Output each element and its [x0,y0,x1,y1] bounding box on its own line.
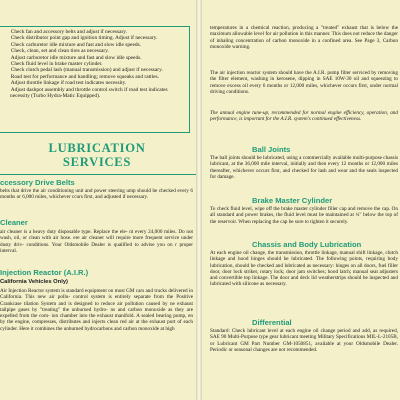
ball-joints-text: The ball joints should be lubricated, using a commercially available multi-purpose chassis lubricant, at the 36,000 mile interval, initially and then every 12 months or 12,000 miles thereafter, whichever occurs first, and checked for lash and wear and the seals inspected for damage. [210,155,398,180]
air-cleaner-text: air cleaner is a heavy duty disposable type. Replace the ele- nt every 24,000 miles. Do not wash, oil, or clean with air hose. ere air cleaner will require more frequent service under dusty driv- conditions. Your Oldsmobile Dealer is qualified to advise you on r proper interval. [0,229,193,254]
checklist-item: — Road test for performance and handling; remove squeaks and rattles. [4,74,185,80]
section-divider [0,174,196,175]
brake-master-cylinder-heading: Brake Master Cylinder [252,196,333,205]
chassis-body-lubrication-text: At each engine oil change, the transmission, throttle linkage, manual shift linkage, clutch linkage and hood hinges should be lubricated. The following points, requiring body lubrication, should be checked and lubricated as necessary: hinges on all doors, fuel filler door, door lock striker, rotary lock; door jam switches; hood latch; manual seat adjusters and convertible top linkage. The door and deck lid weatherstrips should be inspected and lubricated with silicone as necessary. [210,250,398,288]
checklist-item: — Check, clean, set and clean tires as necessary. [4,48,185,54]
checklist-item: — Check distributor point gap and ignition timing. Adjust if necessary. [4,35,185,41]
air-pump-service-text: The air injection reactor system should have the A.I.R. pump filter serviced by removing the filter element, washing in kerosene, dipping in SAE 10W-30 oil and squeezing to remove excess oil every 6 months or 12,000 miles, whichever occurs first, under normal driving conditions. [210,70,398,95]
air-injection-heading: Injection Reactor (A.I.R.) [0,268,89,277]
checklist-item: — Check fan and accessory belts and adjust if necessary. [4,29,185,35]
accessory-belts-heading: ccessory Drive Belts [0,178,75,187]
brake-master-cylinder-text: To check fluid level, wipe off the brake master cylinder filler cap and remove the cap. On all standard and power brakes, the fluid level must be maintained at ¼" below the top of the reservoir. When replacing the cap be sure to tighten it securely. [210,206,398,225]
checklist-item: — Adjust dashpot assembly and throttle control switch if road test indicates necessity (Turbo Hydra-Matic Equipped). [4,87,185,100]
right-page [202,0,400,400]
section-title [22,141,172,169]
accessory-belts-text: belts that drive the air conditioning unit and power steering ump should be checked every 6 months or 6,000 miles, whichever ccurs first, and adjusted if necessary. [0,188,193,201]
checklist-item: — Check clutch pedal lash (manual transmission) and adjust if necessary. [4,67,185,73]
air-cleaner-heading: Cleaner [0,218,28,227]
air-injection-subheading: California Vehicles Only) [0,279,68,285]
section-title-line: SERVICES [62,155,132,169]
chassis-body-lubrication-heading: Chassis and Body Lubrication [252,240,362,249]
checklist-item: — Check fluid level in brake master cylinder. [4,61,185,67]
ball-joints-heading: Ball Joints [252,145,291,154]
checklist-item: — Adjust throttle linkage if road test indicates necessity. [4,80,185,86]
section-title-line: LUBRICATION [48,141,146,155]
tune-up-note: The annual engine tune-up, recommended for normal engine efficiency, operation, and performance, is important for the A.I.R. system's continued effectiveness. [210,110,398,123]
exhaust-treatment-text: temperatures in a chemical reaction, producing a "treated" exhaust that is below the maximum allowable level for air pollution in this manner. This does not reduce the danger of inhaling concentration of carbon monoxide in a confined area. See Page 3, Carbon monoxide warning. [210,25,398,50]
differential-text: Standard: Check lubricant level at each engine oil change period and add, as required, SAE 90 Multi-Purpose type gear lubricant meeting Military Specifications MIL-L-2105B, or Lubricant GM Part Number GM-1050851, available at your Oldsmobile Dealer. Periodic or seasonal changes are not recommended. [210,328,398,353]
checklist-item: — Check carburetor idle mixture and fast and slow idle speeds. [4,42,185,48]
differential-heading: Differential [252,318,292,327]
air-injection-text: Air Injection Reactor system is standard equipment on most GM cars and trucks delivered in California. This new air pollu- control system is entirely separate from the Positive Crankcase tilation System and is designed to reduce air pollution caused by ne exhaust tailpipe gases by "treating" the unburned hydro- ns and carbon monoxide as they are expelled from the com- ion chamber into the exhaust manifold. A sealed bearing pump, en by the engine, compresses, distributes and injects clean red air at the exhaust port of each cylinder. Here it combines the unburned hydrocarbons and carbon monoxide at high [0,288,193,332]
checklist-item: — Adjust carburetor idle mixture and fast and slow idle speeds. [4,55,185,61]
left-page [0,0,196,400]
maintenance-checklist-box [0,26,190,133]
